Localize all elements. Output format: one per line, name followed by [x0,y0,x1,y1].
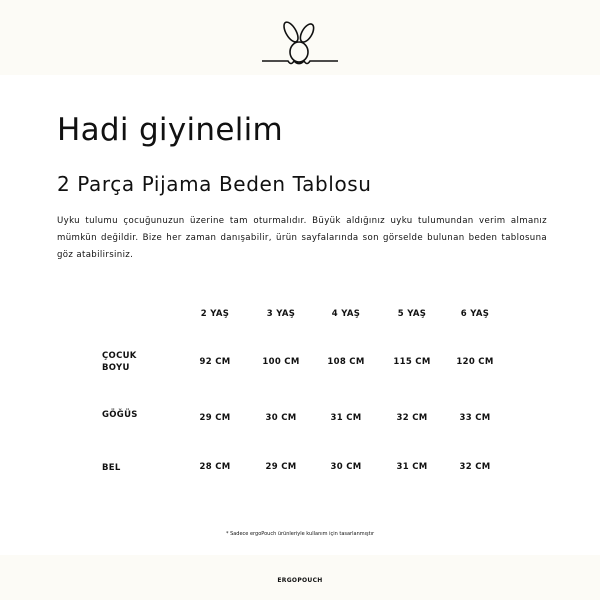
column-header: 2 YAŞ [200,309,230,319]
table-cell: 32 CM [396,413,428,423]
page-subtitle: 2 Parça Pijama Beden Tablosu [57,172,372,196]
footnote: * Sadece ergoPouch ürünleriyle kullanım için tasarlanmıştır [225,531,375,537]
table-cell: 33 CM [459,413,491,423]
table-cell: 29 CM [199,413,231,423]
column-header: 5 YAŞ [397,309,427,319]
brand-name: ERGOPOUCH [277,577,323,584]
intro-text: Uyku tulumu çocuğunuzun üzerine tam oturmalıdır. Büyük aldığınız uyku tulumundan verim almanız mümkün değildir. Bize her zaman danışabilir, ürün sayfalarında son görselde bulunan beden tablosuna göz atabilirsiniz. [57,216,547,260]
column-header: 4 YAŞ [331,309,361,319]
table-cell: 32 CM [459,462,491,472]
table-cell: 108 CM [327,357,365,367]
column-header: 6 YAŞ [460,309,490,319]
table-cell: 31 CM [330,413,362,423]
table-cell: 30 CM [330,462,362,472]
row-label: GÖĞÜS [102,410,138,420]
table-cell: 115 CM [393,357,431,367]
header [0,0,600,75]
table-cell: 30 CM [265,413,297,423]
row-label: ÇOCUK BOYU [102,351,137,373]
table-cell: 28 CM [199,462,231,472]
page-title: Hadi giyinelim [57,112,284,148]
table-cell: 29 CM [265,462,297,472]
table-cell: 92 CM [199,357,231,367]
column-header: 3 YAŞ [266,309,296,319]
row-label: BEL [102,463,121,473]
bunny-logo-icon [258,8,342,70]
table-cell: 31 CM [396,462,428,472]
table-cell: 100 CM [262,357,300,367]
table-cell: 120 CM [456,357,494,367]
